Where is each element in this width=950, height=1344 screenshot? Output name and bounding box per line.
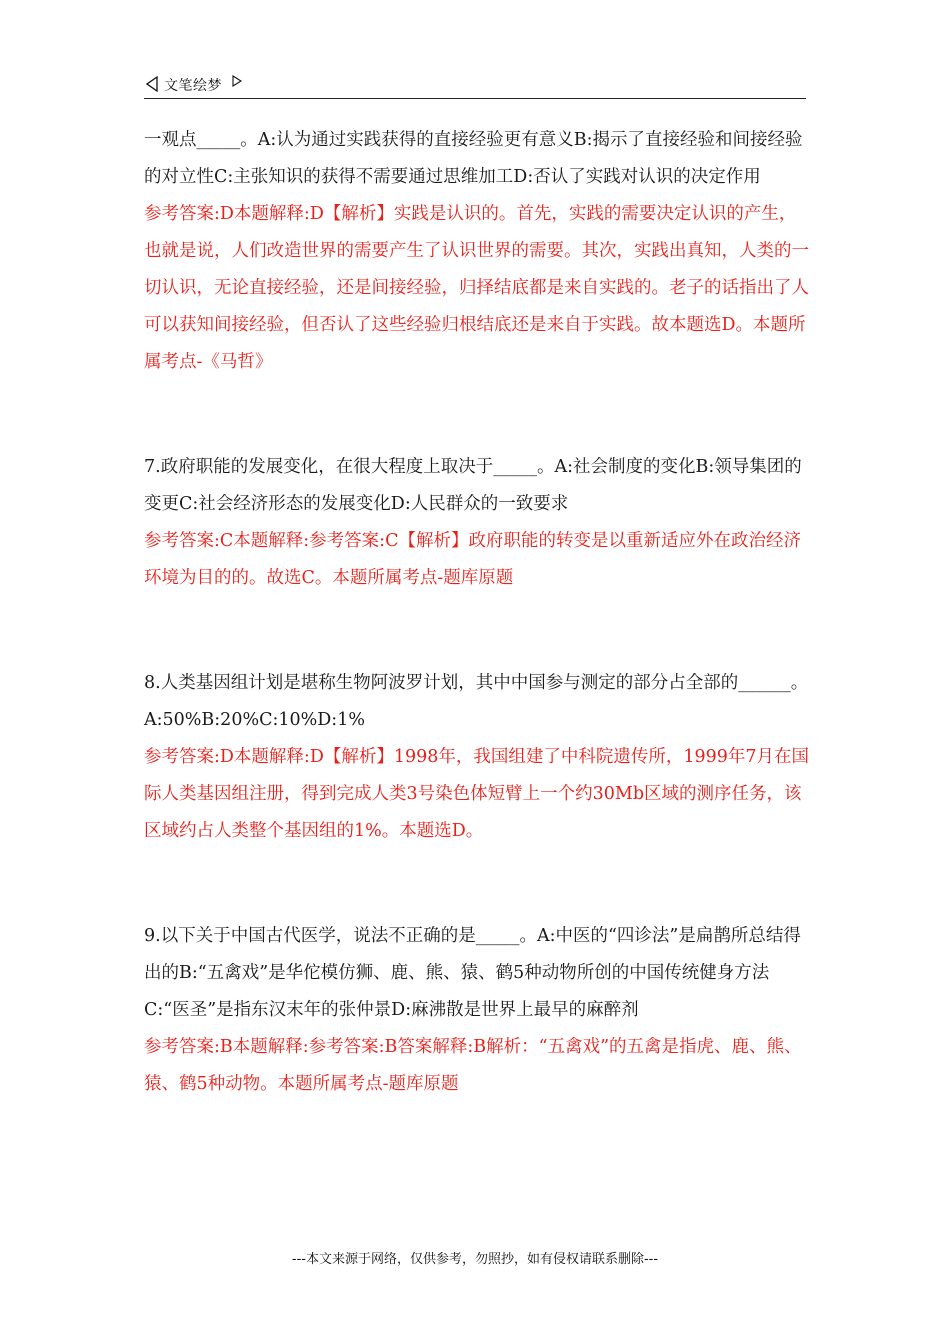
answer-text: 参考答案:B本题解释:参考答案:B答案解释:B解析：“五禽戏”的五禽是指虎、鹿、熊、猿、鹤5种动物。本题所属考点-题库原题 — [144, 1037, 802, 1094]
question-text: 7.政府职能的发展变化，在很大程度上取决于_____。A:社会制度的变化B:领导集团的变更C:社会经济形态的发展变化D:人民群众的一致要求 — [144, 457, 802, 514]
question-block — [144, 918, 810, 1103]
triangle-right-icon — [232, 75, 242, 87]
question-block — [144, 665, 810, 850]
question-text: 一观点_____。A:认为通过实践获得的直接经验更有意义B:揭示了直接经验和间接经验的对立性C:主张知识的获得不需要通过思维加工D:否认了实践对认识的决定作用 — [144, 130, 803, 187]
triangle-left-icon — [146, 76, 158, 92]
answer-text: 参考答案:C本题解释:参考答案:C【解析】政府职能的转变是以重新适应外在政治经济环境为目的的。故选C。本题所属考点-题库原题 — [144, 531, 801, 588]
question-text: 8.人类基因组计划是堪称生物阿波罗计划，其中中国参与测定的部分占全部的______。A:50%B:20%C:10%D:1% — [144, 673, 809, 730]
page-header — [144, 72, 806, 99]
header-brand: 文笔绘梦 — [164, 78, 222, 94]
question-block — [144, 122, 810, 381]
question-text: 9.以下关于中国古代医学，说法不正确的是_____。A:中医的“四诊法”是扁鹊所总结得出的B:“五禽戏”是华佗模仿狮、鹿、熊、猿、鹤5种动物所创的中国传统健身方法C:“医圣”是指东汉末年的张仲景D:麻沸散是世界上最早的麻醉剂 — [144, 926, 801, 1020]
question-block — [144, 449, 810, 597]
page-footer: ---本文来源于网络，仅供参考，勿照抄，如有侵权请联系删除--- — [291, 1252, 659, 1267]
document-body — [144, 122, 810, 1103]
answer-text: 参考答案:D本题解释:D【解析】实践是认识的。首先，实践的需要决定认识的产生，也就是说，人们改造世界的需要产生了认识世界的需要。其次，实践出真知，人类的一切认识，无论直接经验，还是间接经验，归择结底都是来自实践的。老子的话指出了人可以获知间接经验，但否认了这些经验归根结底还是来自于实践。故本题选D。本题所属考点-《马哲》 — [144, 204, 809, 372]
answer-text: 参考答案:D本题解释:D【解析】1998年，我国组建了中科院遗传所，1999年7月在国际人类基因组注册，得到完成人类3号染色体短臂上一个约30Mb区域的测序任务，该区域约占人类整个基因组的1%。本题选D。 — [144, 747, 810, 841]
